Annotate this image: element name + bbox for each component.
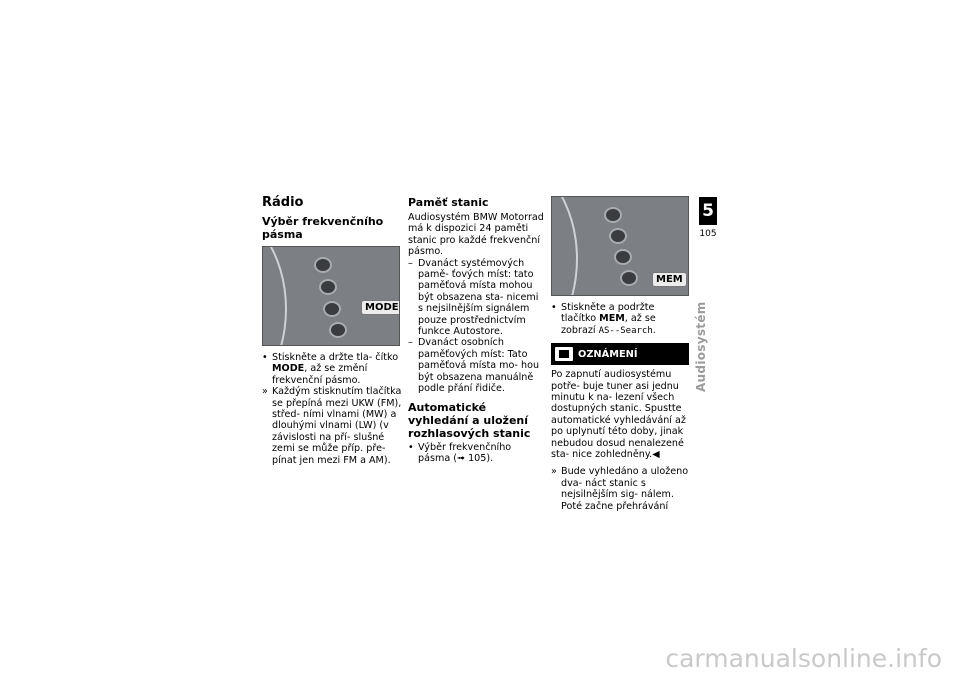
note-header	[551, 343, 689, 365]
column-station-memory	[408, 196, 546, 464]
list-item	[408, 442, 546, 465]
instruction-text-end: .	[652, 324, 656, 336]
note-icon	[555, 347, 573, 361]
control-button-4	[329, 322, 347, 338]
mem-button-photo	[551, 196, 689, 296]
display-text-as-search: AS--Search	[598, 325, 653, 336]
result-marker: »	[551, 466, 557, 478]
list-item	[262, 352, 402, 386]
autostore-list	[408, 442, 546, 465]
memory-personal-text: Dvanáct osobních paměťových míst: Tato paměťová místa mo- hou být obsazena manuálně podle přání řidiče.	[418, 337, 540, 395]
instruction-text-end: , až se změní frekvenční pásmo.	[272, 363, 368, 386]
chapter-title-vertical	[694, 301, 722, 420]
note-text: Po zapnutí audiosystému potře- buje tuner asi jednu minutu k na- lezení všech dostupných stanic. Spustte automatické vyhledávání až po uplynutí této doby, jinak nebudou dosud nenalezené sta- nice zohledněny.◀	[551, 369, 686, 461]
control-button-2	[319, 279, 337, 295]
column-radio	[262, 196, 402, 466]
list-item	[408, 258, 546, 338]
handlebar-edge	[262, 246, 287, 346]
page-number: 105	[699, 229, 717, 239]
list-item	[551, 466, 689, 512]
instruction-text-mid: , až se zobrazí	[561, 313, 656, 336]
button-name-mem: MEM	[599, 313, 625, 325]
memory-system-text: Dvanáct systémových pamě- ťových míst: tato paměťová místa mohou být obsazena sta- nicemi s nejsilnějším signálem pouze prostřednictvím funkce Autostore.	[418, 257, 539, 338]
bullet-marker: •	[262, 352, 268, 363]
instruction-list	[262, 352, 402, 466]
control-button-1	[604, 207, 622, 223]
instruction-text: Stiskněte a podržte tlačítko	[561, 302, 655, 325]
band-select-reference: Výběr frekvenčního pásma (➟ 105).	[418, 441, 512, 464]
mem-label-callout: MEM	[652, 272, 687, 287]
section-title-memory: Paměť stanic	[408, 196, 489, 209]
mode-label-callout: MODE	[361, 300, 400, 315]
result-text: Každým stisknutím tlačítka se přepíná mezi UKW (FM), střed- ními vlnami (MW) a dlouhými vlnami (LW) (v závislosti na pří- slušné zemi se může příp. pře- pínat jen mezi FM a AM).	[272, 386, 402, 466]
note-title: OZNÁMENÍ	[578, 348, 638, 360]
list-item	[262, 386, 402, 466]
button-name-mode: MODE	[272, 363, 305, 375]
bullet-marker: •	[551, 302, 557, 313]
chapter-title: Audiosystém	[694, 301, 708, 392]
result-text: Bude vyhledáno a uloženo dva- náct stanic s nejsilnějším sig- nálem. Poté začne přehrávání	[561, 466, 689, 512]
handlebar-edge	[551, 196, 578, 296]
subtitle-band-select: Výběr frekvenčního pásma	[262, 215, 384, 241]
dash-marker: –	[408, 257, 413, 269]
memory-intro: Audiosystém BMW Motorrad má k dispozici 24 paměti stanic pro každé frekvenční pásmo.	[408, 212, 544, 258]
chapter-tab	[699, 197, 717, 239]
mode-button-photo	[262, 246, 400, 346]
control-button-2	[609, 228, 627, 244]
dash-marker: –	[408, 337, 413, 349]
control-button-3	[614, 249, 632, 265]
list-item	[551, 302, 689, 337]
control-button-3	[323, 301, 341, 317]
result-list	[551, 466, 689, 512]
result-marker: »	[262, 386, 268, 398]
control-button-4	[620, 270, 638, 286]
instruction-text: Stiskněte a držte tla- čítko	[272, 352, 399, 363]
bullet-marker: •	[408, 441, 414, 453]
autostore-steps	[551, 302, 689, 337]
chapter-number: 5	[699, 197, 717, 225]
memory-list	[408, 258, 546, 395]
subtitle-autostore: Automatické vyhledání a uložení rozhlasových stanic	[408, 400, 531, 440]
column-autostore	[551, 196, 689, 512]
control-button-1	[314, 257, 332, 273]
section-title-radio: Rádio	[262, 195, 304, 210]
list-item	[408, 337, 546, 394]
watermark: carmanualsonline.info	[665, 644, 942, 673]
